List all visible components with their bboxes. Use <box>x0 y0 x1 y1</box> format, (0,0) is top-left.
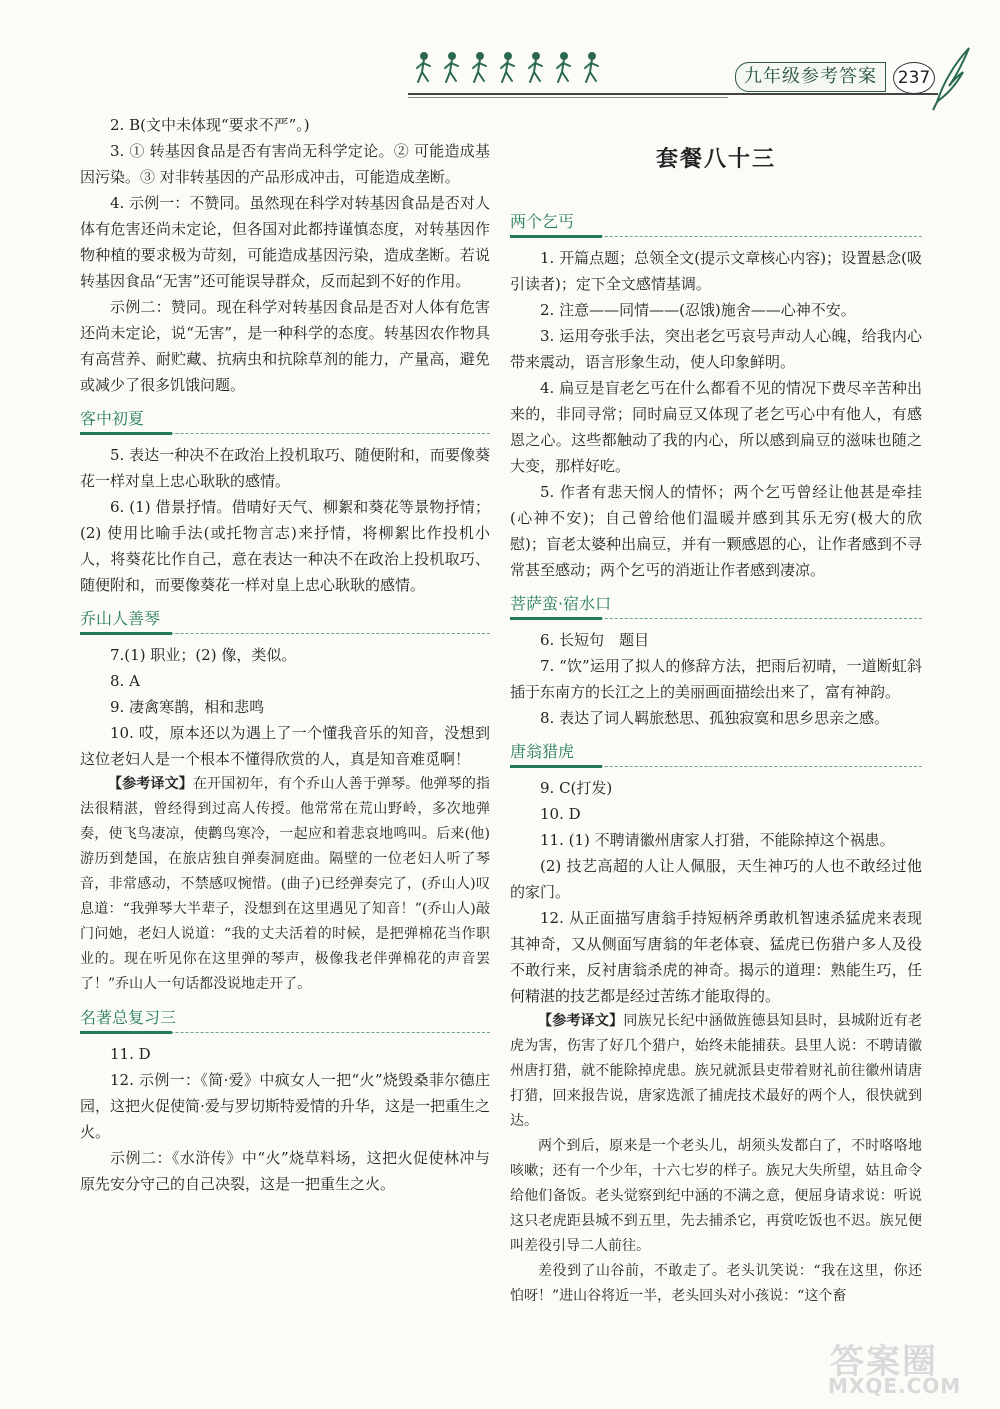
answer-6: 6. 长短句 题目 <box>540 631 650 649</box>
header-rule-thin <box>408 97 728 98</box>
reference-translation <box>80 772 490 997</box>
quill-decoration-icon <box>925 42 975 112</box>
answer-12: 12. 从正面描写唐翁手持短柄斧勇敢机智速杀猛虎来表现其神奇，又从侧面写唐翁的年老体衰、猛虎已伤猎户多人及役不敢行来，反衬唐翁杀虎的神奇。揭示的道理：熟能生巧，任何精湛的技艺都是经过苦练才能取得的。 <box>510 909 922 1005</box>
runners-decoration-icon <box>410 50 610 90</box>
answer-12-example-2: 示例二：《水浒传》中“火”烧草料场，这把火促使林冲与原先安分守己的自己决裂，这是一把重生之火。 <box>80 1149 490 1193</box>
answer-8: 8. 表达了词人羁旅愁思、孤独寂寞和思乡思亲之感。 <box>540 709 890 727</box>
answer-4-example-2: 示例二：赞同。现在科学对转基因食品是否对人体有危害还尚未定论，说“无害”，是一种科学的态度。转基因农作物具有高营养、耐贮藏、抗病虫和抗除草剂的能力，产量高，避免或减少了很多饥饿问题。 <box>80 298 490 394</box>
answer-9: 9. C(打发) <box>540 779 613 797</box>
answer-8: 8. A <box>110 672 140 690</box>
left-column <box>80 112 490 1197</box>
translation-paragraph-2: 两个到后，原来是一个老头儿，胡须头发都白了，不时咯咯地咳嗽；还有一个少年，十六七岁的样子。族兄大失所望，姑且命令给他们备饭。老头觉察到纪中涵的不满之意，便屈身请求说：听说这只老虎距县城不到五里，先去捕杀它，再赏吃饭也不迟。族兄便叫差役引导二人前往。 <box>510 1138 922 1254</box>
reference-translation-label: 【参考译文】 <box>538 1013 624 1029</box>
answer-12: 12. 示例一：《简·爱》中疯女人一把“火”烧毁桑菲尔德庄园，这把火促使简·爱与罗切斯特爱情的升华，这是一把重生之火。 <box>80 1071 490 1141</box>
section-heading: 客中初夏 <box>80 408 490 434</box>
section-heading: 两个乞丐 <box>510 211 922 237</box>
answer-5: 5. 表达一种决不在政治上投机取巧、随便附和，而要像葵花一样对皇上忠心耿耿的感情。 <box>80 446 490 490</box>
translation-paragraph-3: 差役到了山谷前，不敢走了。老头讥笑说：“我在这里，你还怕呀！”进山谷将近一半，老头回头对小孩说：“这个畜 <box>510 1263 922 1304</box>
section-heading: 名著总复习三 <box>80 1007 490 1033</box>
page-number: 237 <box>893 62 935 94</box>
answer-7: 7.(1) 职业；(2) 像，类似。 <box>110 646 297 664</box>
answer-5: 5. 作者有悲天悯人的情怀；两个乞丐曾经让他甚是牵挂(心神不安)；自己曾给他们温暖并感到其乐无穷(极大的欣慰)；盲老太婆种出扁豆，并有一颗感恩的心，让作者感到不寻常甚至感动；两个乞丐的消逝让作者感到凄凉。 <box>510 483 922 579</box>
answer-10: 10. D <box>540 805 581 823</box>
watermark-url: MXQE.COM <box>828 1374 962 1398</box>
page-header <box>0 0 1000 110</box>
section-heading: 菩萨蛮·宿水口 <box>510 593 922 619</box>
right-column <box>510 112 922 1309</box>
header-title: 九年级参考答案 <box>735 62 886 92</box>
answer-11-part-2: (2) 技艺高超的人让人佩服，天生神巧的人也不敢经过他的家门。 <box>510 857 922 901</box>
set-title: 套餐八十三 <box>655 146 776 172</box>
section-heading: 乔山人善琴 <box>80 608 490 634</box>
answer-2: 2. 注意——同情——(忍饿)施舍——心神不安。 <box>540 301 856 319</box>
watermark-logo-text: 答案圈 <box>830 1342 938 1382</box>
answer-3: 3. ① 转基因食品是否有害尚无科学定论。② 可能造成基因污染。③ 对非转基因的产品形成冲击，可能造成垄断。 <box>80 142 490 186</box>
answer-9: 9. 凄禽寒鹊，相和悲鸣 <box>110 698 265 716</box>
header-rule <box>408 93 938 95</box>
answer-2: 2. B(文中未体现“要求不严”。) <box>110 116 310 134</box>
answer-7: 7. “饮”运用了拟人的修辞方法，把雨后初晴，一道断虹斜插于东南方的长江之上的美丽画面描绘出来了，富有神韵。 <box>510 657 922 701</box>
site-watermark <box>820 1340 990 1400</box>
reference-translation-label: 【参考译文】 <box>108 776 193 792</box>
answer-1: 1. 开篇点题；总领全文(提示文章核心内容)；设置悬念(吸引读者)；定下全文感情基调。 <box>510 249 922 293</box>
answer-11: 11. D <box>110 1045 151 1063</box>
answer-3: 3. 运用夸张手法，突出老乞丐哀号声动人心魄，给我内心带来震动，语言形象生动，使人印象鲜明。 <box>510 327 922 371</box>
section-heading: 唐翁猎虎 <box>510 741 922 767</box>
reference-translation-text: 在开国初年，有个乔山人善于弹琴。他弹琴的指法很精湛，曾经得到过高人传授。他常常在荒山野岭，多次地弹奏，使飞鸟凄凉，使鹳鸟寒冷，一起应和着悲哀地鸣叫。后来(他)游历到楚国，在旅店独自弹奏洞庭曲。隔壁的一位老妇人听了琴音，非常感动，不禁感叹惋惜。(曲子)已经弹奏完了，(乔山人)叹息道：“我弹琴大半辈子，没想到在这里遇见了知音！”(乔山人)敲门问她，老妇人说道：“我的丈夫活着的时候，是把弹棉花当作职业的。现在听见你在这里弹的琴声，极像我老伴弹棉花的声音罢了！”乔山人一句话都没说地走开了。 <box>80 776 491 992</box>
answer-4: 4. 扁豆是盲老乞丐在什么都看不见的情况下费尽辛苦种出来的，非同寻常；同时扁豆又体现了老乞丐心中有他人，有感恩之心。这些都触动了我的内心，所以感到扁豆的滋味也随之大变，那样好吃。 <box>510 379 922 475</box>
answer-4: 4. 示例一：不赞同。虽然现在科学对转基因食品是否对人体有危害还尚未定论，但各国对此都持谨慎态度，对转基因作物种植的要求极为苛刻，可能造成基因污染，造成垄断。若说转基因食品“无害”还可能误导群众，反而起到不好的作用。 <box>80 194 490 290</box>
answer-11: 11. (1) 不聘请徽州唐家人打猎，不能除掉这个祸患。 <box>540 831 895 849</box>
answer-10: 10. 哎，原本还以为遇上了一个懂我音乐的知音，没想到这位老妇人是一个根本不懂得欣赏的人，真是知音难觅啊！ <box>80 724 490 768</box>
answer-6: 6. (1) 借景抒情。借晴好天气、柳絮和葵花等景物抒情；(2) 使用比喻手法(或托物言志)来抒情，将柳絮比作投机小人，将葵花比作自己，意在表达一种决不在政治上投机取巧、随便附和，而要像葵花一样对皇上忠心耿耿的感情。 <box>80 498 490 594</box>
reference-translation <box>510 1009 922 1134</box>
reference-translation-text: 同族兄长纪中涵做旌德县知县时，县城附近有老虎为害，伤害了好几个猎户，始终未能捕获。县里人说：不聘请徽州唐打猎，就不能除掉虎患。族兄就派县吏带着财礼前往徽州请唐打猎，回来报告说，唐家选派了捕虎技术最好的两个人，很快就到达。 <box>510 1013 923 1129</box>
